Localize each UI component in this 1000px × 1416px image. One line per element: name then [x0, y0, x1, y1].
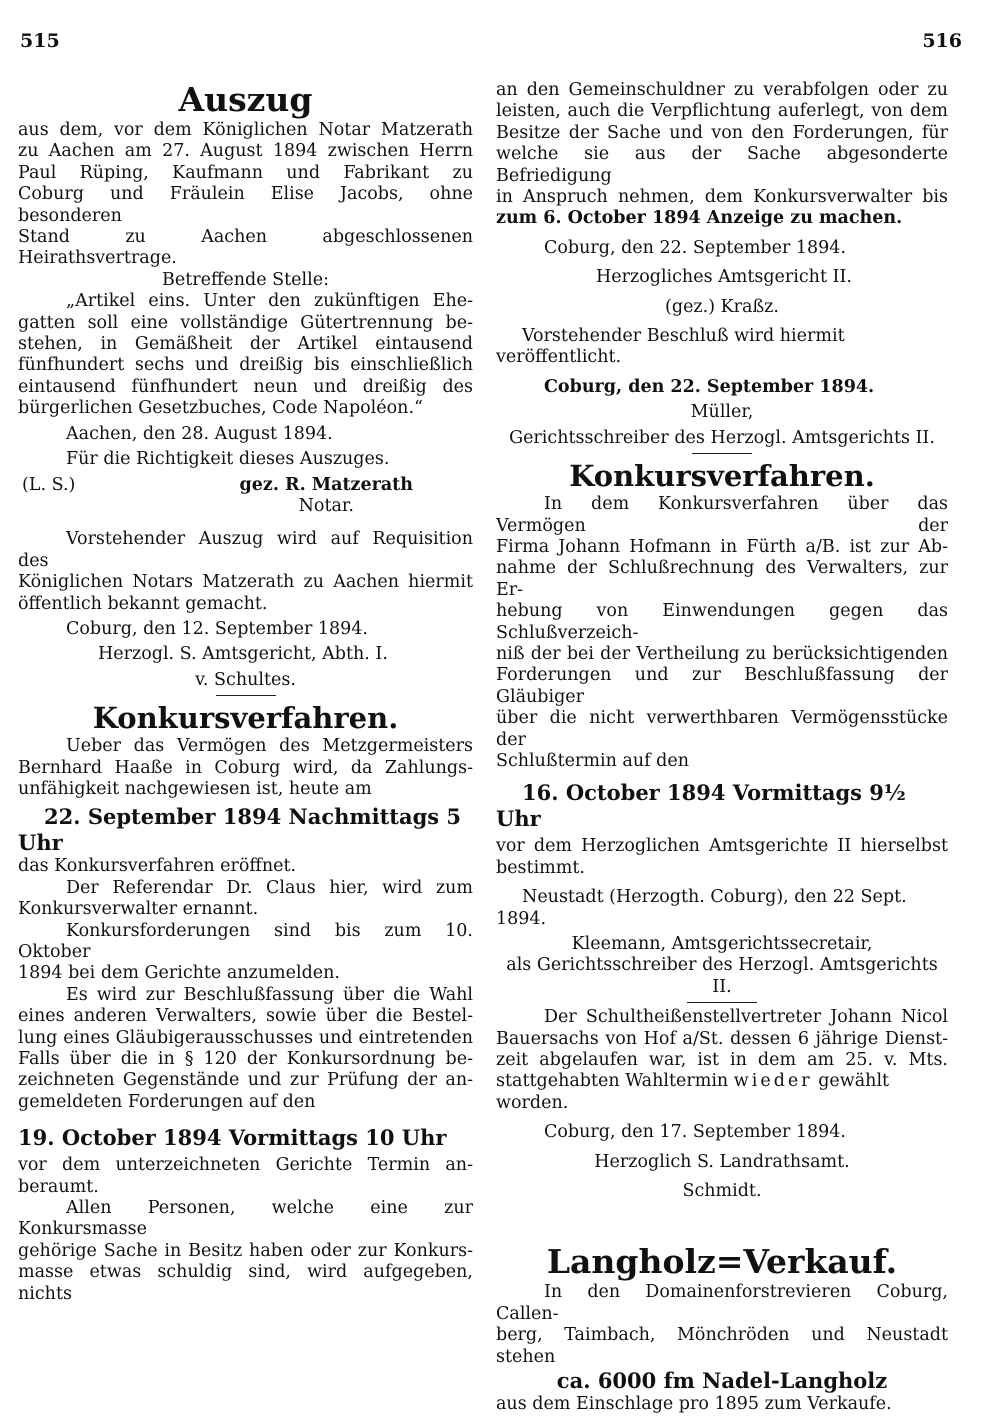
allen-line: masse etwas schuldig sind, wird aufgegeben, nichts	[18, 1262, 473, 1304]
landrathsamt: Herzoglich S. Landrathsamt.	[594, 1151, 850, 1172]
konkurs2-line: Firma Johann Hofmann in Fürth a/B. ist zur Ab-	[496, 536, 948, 557]
betreffende-stelle: Betreffende Stelle:	[162, 269, 329, 290]
cont-line: welche sie aus der Sache abgesonderte Befriedigung	[496, 144, 948, 186]
vorstehender-line: öffentlich bekannt gemacht.	[18, 593, 268, 614]
vorstehender-line: Vorstehender Auszug wird auf Requisition des	[18, 529, 473, 571]
auszug-line: aus dem, vor dem Königlichen Notar Matzerath	[18, 120, 473, 140]
vorstehender-line: Königlichen Notars Matzerath zu Aachen hiermit	[18, 572, 473, 593]
quote-line: gatten soll eine vollständige Gütertrennung be-	[18, 312, 473, 333]
allen-line: Allen Personen, welche eine zur Konkursmasse	[18, 1198, 473, 1240]
richtigkeit: Für die Richtigkeit dieses Auszuges.	[66, 449, 390, 470]
cont-line: Besitze der Sache und von den Forderungen, für	[496, 122, 948, 143]
gerichtsschreiber: Gerichtsschreiber des Herzogl. Amtsgerichts II.	[509, 427, 935, 448]
divider	[687, 1002, 757, 1003]
konkurs2-line: Forderungen und zur Beschlußfassung der Gläubiger	[496, 665, 948, 707]
schult-line: Bauersachs von Hof a/St. dessen 6 jährige Dienst-	[496, 1028, 948, 1049]
forderung-line: 1894 bei dem Gerichte anzumelden.	[18, 963, 340, 984]
notar-title: Notar.	[298, 495, 354, 516]
schult-line-post: gewählt worden.	[496, 1071, 890, 1113]
quote-line: „Artikel eins. Unter den zukünftigen Ehe-	[66, 291, 473, 312]
forderung-line: Konkursforderungen sind bis zum 10. Oktober	[18, 920, 473, 962]
konkurs-line: Bernhard Haaße in Coburg wird, da Zahlungs-	[18, 757, 473, 778]
langholz-line: aus dem Einschlage pro 1895 zum Verkaufe.	[496, 1394, 892, 1415]
court-name: Herzogl. S. Amtsgericht, Abth. I.	[98, 644, 388, 665]
konkurs2-line: In dem Konkursverfahren über das Vermögen der	[496, 494, 948, 536]
auszug-line: Stand zu Aachen abgeschlossenen Heirathsvertrage.	[18, 227, 473, 269]
quote-line: stehen, in Gemäßheit der Artikel eintausend	[18, 334, 473, 355]
divider	[216, 695, 276, 696]
beschluss-line: lung eines Gläubigerausschusses und eintretenden	[18, 1027, 473, 1048]
vorstehender-beschluss: Vorstehender Beschluß wird hiermit veröffentlicht.	[496, 326, 845, 368]
coburg-date: Coburg, den 22. September 1894.	[544, 237, 846, 258]
court-name: Herzogliches Amtsgericht II.	[596, 267, 852, 288]
signer-name: v. Schultes.	[195, 669, 296, 690]
page-number-left: 515	[20, 30, 60, 52]
konkurs2-line: niß der bei der Vertheilung zu berücksichtigenden	[496, 643, 948, 664]
konkurs-line: unfähigkeit nachgewiesen ist, heute am	[18, 778, 372, 799]
konkurs2-line: über die nicht verwerthbaren Vermögensstücke der	[496, 708, 948, 750]
cont-line: leisten, auch die Verpflichtung auferlegt, von dem	[496, 101, 948, 122]
konkurs2-line: hebung von Einwendungen gegen das Schlußverzeich-	[496, 601, 948, 643]
konkurs2-line: Schlußtermin auf den	[496, 750, 689, 771]
konkurs2-heading: Konkursverfahren.	[569, 459, 875, 494]
eroeffnet-line: das Konkursverfahren eröffnet.	[18, 856, 297, 877]
auszug-date: Aachen, den 28. August 1894.	[66, 423, 333, 444]
schlusstermin-date: 16. October 1894 Vormittags 9½ Uhr	[496, 780, 906, 832]
coburg-date: Coburg, den 17. September 1894.	[544, 1122, 846, 1143]
quote-line: eintausend fünfhundert neun und dreißig des	[18, 376, 473, 397]
langholz-line: In den Domainenforstrevieren Coburg, Callen-	[496, 1282, 948, 1324]
langholz-line: berg, Taimbach, Mönchröden und Neustadt stehen	[496, 1325, 948, 1367]
vor-line: vor dem unterzeichneten Gerichte Termin an-	[18, 1155, 473, 1176]
ls-seal: (L. S.)	[22, 474, 76, 495]
kleemann-signature: Kleemann, Amtsgerichtssecretair,	[571, 934, 873, 954]
eroeffnung-date: 22. September 1894 Nachmittags 5 Uhr	[18, 804, 462, 856]
schult-line-spaced: wieder	[733, 1071, 813, 1092]
schult-line	[496, 1071, 948, 1114]
auszug-heading: Auszug	[178, 80, 313, 119]
beschluss-line: Falls über die in § 120 der Konkursordnung be-	[18, 1049, 473, 1070]
beschluss-line: eines anderen Verwalters, sowie über die Bestel-	[18, 1006, 473, 1027]
beschluss-line: gemeldeten Forderungen auf den	[18, 1091, 316, 1112]
page-number-right: 516	[922, 30, 962, 52]
quote-line: fünfhundert sechs und dreißig bis einschließlich	[18, 355, 473, 376]
allen-line: gehörige Sache in Besitz haben oder zur Konkurs-	[18, 1240, 473, 1261]
vor-line: beraumt.	[18, 1176, 99, 1197]
auszug-line: Paul Rüping, Kaufmann und Fabrikant zu	[18, 162, 473, 183]
schult-line-pre: stattgehabten Wahltermin	[496, 1071, 729, 1092]
notar-signature	[240, 475, 413, 518]
coburg-date: Coburg, den 12. September 1894.	[66, 618, 368, 639]
auszug-line: Coburg und Fräulein Elise Jacobs, ohne besonderen	[18, 184, 473, 226]
konkurs2-line: nahme der Schlußrechnung des Verwalters, zur Er-	[496, 558, 948, 600]
konkurs2-vor-line: vor dem Herzoglichen Amtsgerichte II hierselbst	[496, 836, 948, 857]
coburg-date: Coburg, den 22. September 1894.	[544, 376, 875, 397]
cont-line: zum 6. October 1894 Anzeige zu machen.	[496, 208, 903, 229]
langholz-amount: ca. 6000 fm Nadel-Langholz	[556, 1368, 888, 1394]
signature-block	[18, 475, 473, 518]
schult-line: Der Schultheißenstellvertreter Johann Nicol	[544, 1007, 948, 1028]
konkurs-line: Ueber das Vermögen des Metzgermeisters	[66, 736, 473, 757]
auszug-line: zu Aachen am 27. August 1894 zwischen Herrn	[18, 141, 473, 162]
konkurs-heading: Konkursverfahren.	[92, 701, 399, 736]
notar-name: gez. R. Matzerath	[239, 474, 413, 495]
beschluss-line: Es wird zur Beschlußfassung über die Wahl	[66, 984, 473, 1005]
krass-signature: (gez.) Kraßz.	[665, 296, 779, 317]
left-column	[18, 80, 473, 1305]
quote-line: bürgerlichen Gesetzbuches, Code Napoléon.“	[18, 398, 423, 419]
neustadt-date: Neustadt (Herzogth. Coburg), den 22 Sept. 1894.	[496, 887, 907, 929]
als-gerichtsschreiber: als Gerichtsschreiber des Herzogl. Amtsgerichts II.	[506, 955, 938, 997]
beschluss-line: zeichneten Gegenstände und zur Prüfung der an-	[18, 1070, 473, 1091]
schult-line: zeit abgelaufen war, ist in dem am 25. v. Mts.	[496, 1050, 948, 1071]
termin-date: 19. October 1894 Vormittags 10 Uhr	[18, 1125, 447, 1151]
referendar-line: Der Referendar Dr. Claus hier, wird zum	[66, 877, 473, 898]
referendar-line: Konkursverwalter ernannt.	[18, 899, 259, 920]
konkurs2-vor-line: bestimmt.	[496, 857, 585, 878]
mueller-signature: Müller,	[690, 402, 754, 423]
cont-line: in Anspruch nehmen, dem Konkursverwalter bis	[496, 187, 948, 208]
langholz-heading: Langholz=Verkauf.	[546, 1242, 898, 1282]
cont-line: an den Gemeinschuldner zu verabfolgen oder zu	[496, 80, 948, 100]
right-column	[496, 80, 948, 1416]
schmidt-signature: Schmidt.	[682, 1181, 762, 1202]
divider	[692, 453, 752, 454]
